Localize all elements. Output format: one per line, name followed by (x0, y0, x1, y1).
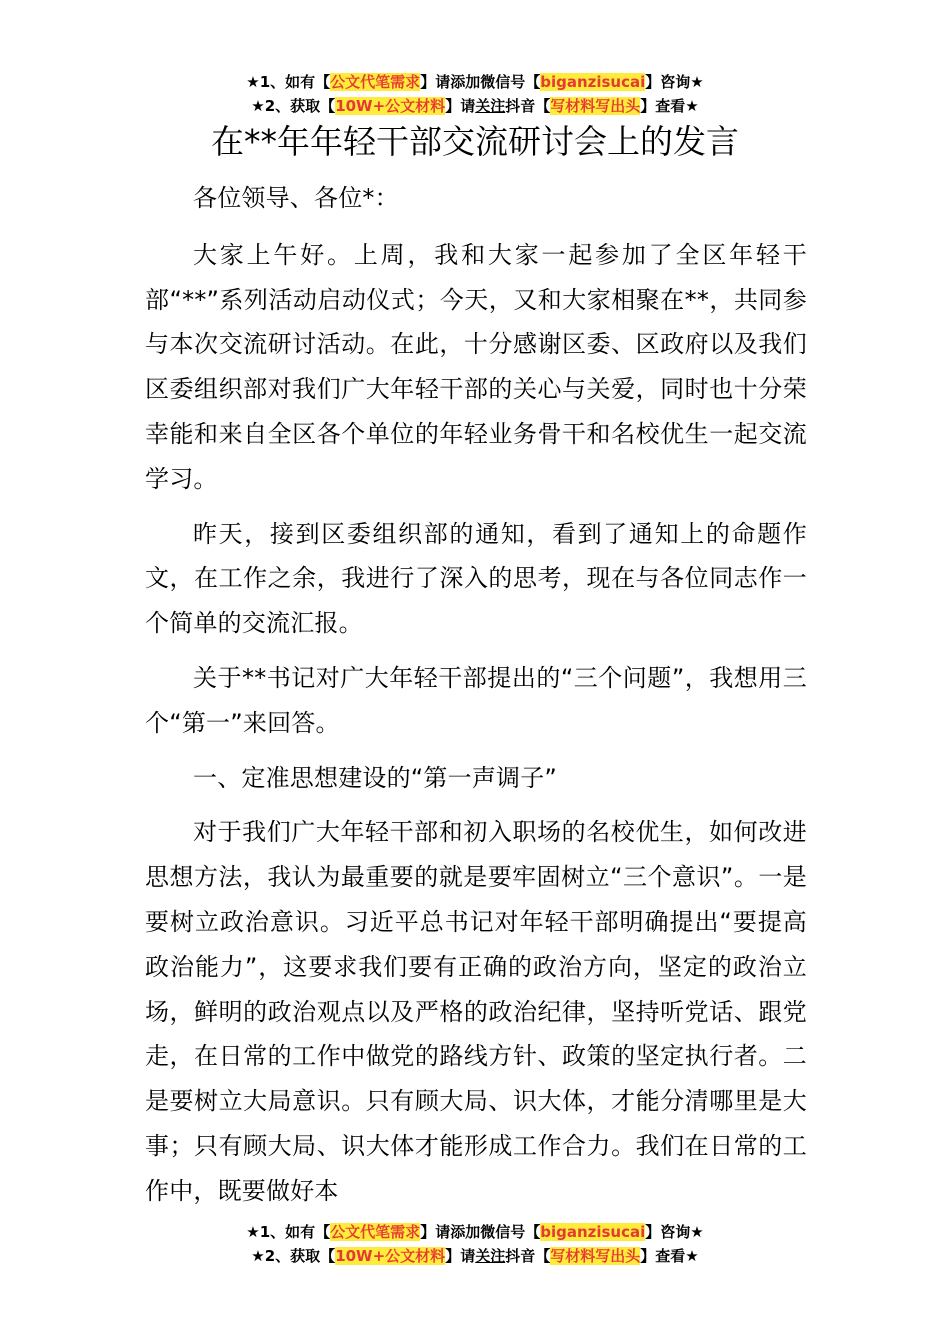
salutation: 各位领导、各位*： (193, 184, 399, 212)
promo-text: 抖音【 (505, 1247, 551, 1265)
promo-text: ★1、如有【 (246, 73, 331, 91)
body-paragraph: 大家上午好。上周，我和大家一起参加了全区年轻干部“**”系列活动启动仪式；今天，又和大家相聚在**，共同参与本次交流研讨活动。在此，十分感谢区委、区政府以及我们区委组织部对我们广大年轻干部的关心与关爱，同时也十分荣幸能和来自全区各个单位的年轻业务骨干和名校优生一起交流学习。 (145, 240, 807, 493)
promo-text: 】咨询★ (645, 1223, 704, 1241)
promo-highlight: 公文代笔需求 (330, 1223, 421, 1241)
promo-line-2 (0, 94, 950, 118)
promo-highlight-wechat-id: biganzisucai (540, 1223, 646, 1241)
promo-text: 抖音【 (505, 97, 551, 115)
promo-text: ★1、如有【 (246, 1223, 331, 1241)
promo-line-1 (0, 70, 950, 94)
promo-underline-text: 关注 (475, 97, 506, 115)
promo-highlight: 10W+公文材料 (335, 97, 446, 115)
body-paragraph: 对于我们广大年轻干部和初入职场的名校优生，如何改进思想方法，我认为最重要的就是要牢固树立“三个意识”。一是要树立政治意识。习近平总书记对年轻干部明确提出“要提高政治能力”，这要求我们要有正确的政治方向，坚定的政治立场，鲜明的政治观点以及严格的政治纪律，坚持听党话、跟党走，在日常的工作中做党的路线方针、政策的坚定执行者。二是要树立大局意识。只有顾大局、识大体，才能分清哪里是大事；只有顾大局、识大体才能形成工作合力。我们在日常的工作中，既要做好本 (145, 818, 807, 1205)
document-body (145, 176, 807, 1224)
promo-highlight: 10W+公文材料 (335, 1247, 446, 1265)
promo-text: 】请添加微信号【 (420, 73, 541, 91)
body-paragraph: 关于**书记对广大年轻干部提出的“三个问题”，我想用三个“第一”来回答。 (145, 663, 807, 737)
promo-text: 】查看★ (640, 97, 699, 115)
body-paragraph: 昨天，接到区委组织部的通知，看到了通知上的命题作文，在工作之余，我进行了深入的思考，现在与各位同志作一个简单的交流汇报。 (145, 519, 807, 638)
promo-text: ★2、获取【 (251, 97, 336, 115)
bottom-promo-banner (0, 1220, 950, 1268)
promo-line-1 (0, 1220, 950, 1244)
promo-highlight: 公文代笔需求 (330, 73, 421, 91)
promo-highlight-douyin-account: 写材料写出头 (550, 97, 641, 115)
section-heading: 一、定准思想建设的“第一声调子” (193, 763, 558, 792)
promo-highlight-douyin-account: 写材料写出头 (550, 1247, 641, 1265)
promo-text: 】请 (445, 97, 476, 115)
promo-highlight-wechat-id: biganzisucai (540, 73, 646, 91)
document-title: 在**年年轻干部交流研讨会上的发言 (211, 122, 739, 161)
promo-underline-text: 关注 (475, 1247, 506, 1265)
promo-text: ★2、获取【 (251, 1247, 336, 1265)
promo-text: 】请添加微信号【 (420, 1223, 541, 1241)
promo-text: 】咨询★ (645, 73, 704, 91)
promo-text: 】查看★ (640, 1247, 699, 1265)
top-promo-banner (0, 70, 950, 118)
promo-line-2 (0, 1244, 950, 1268)
promo-text: 】请 (445, 1247, 476, 1265)
